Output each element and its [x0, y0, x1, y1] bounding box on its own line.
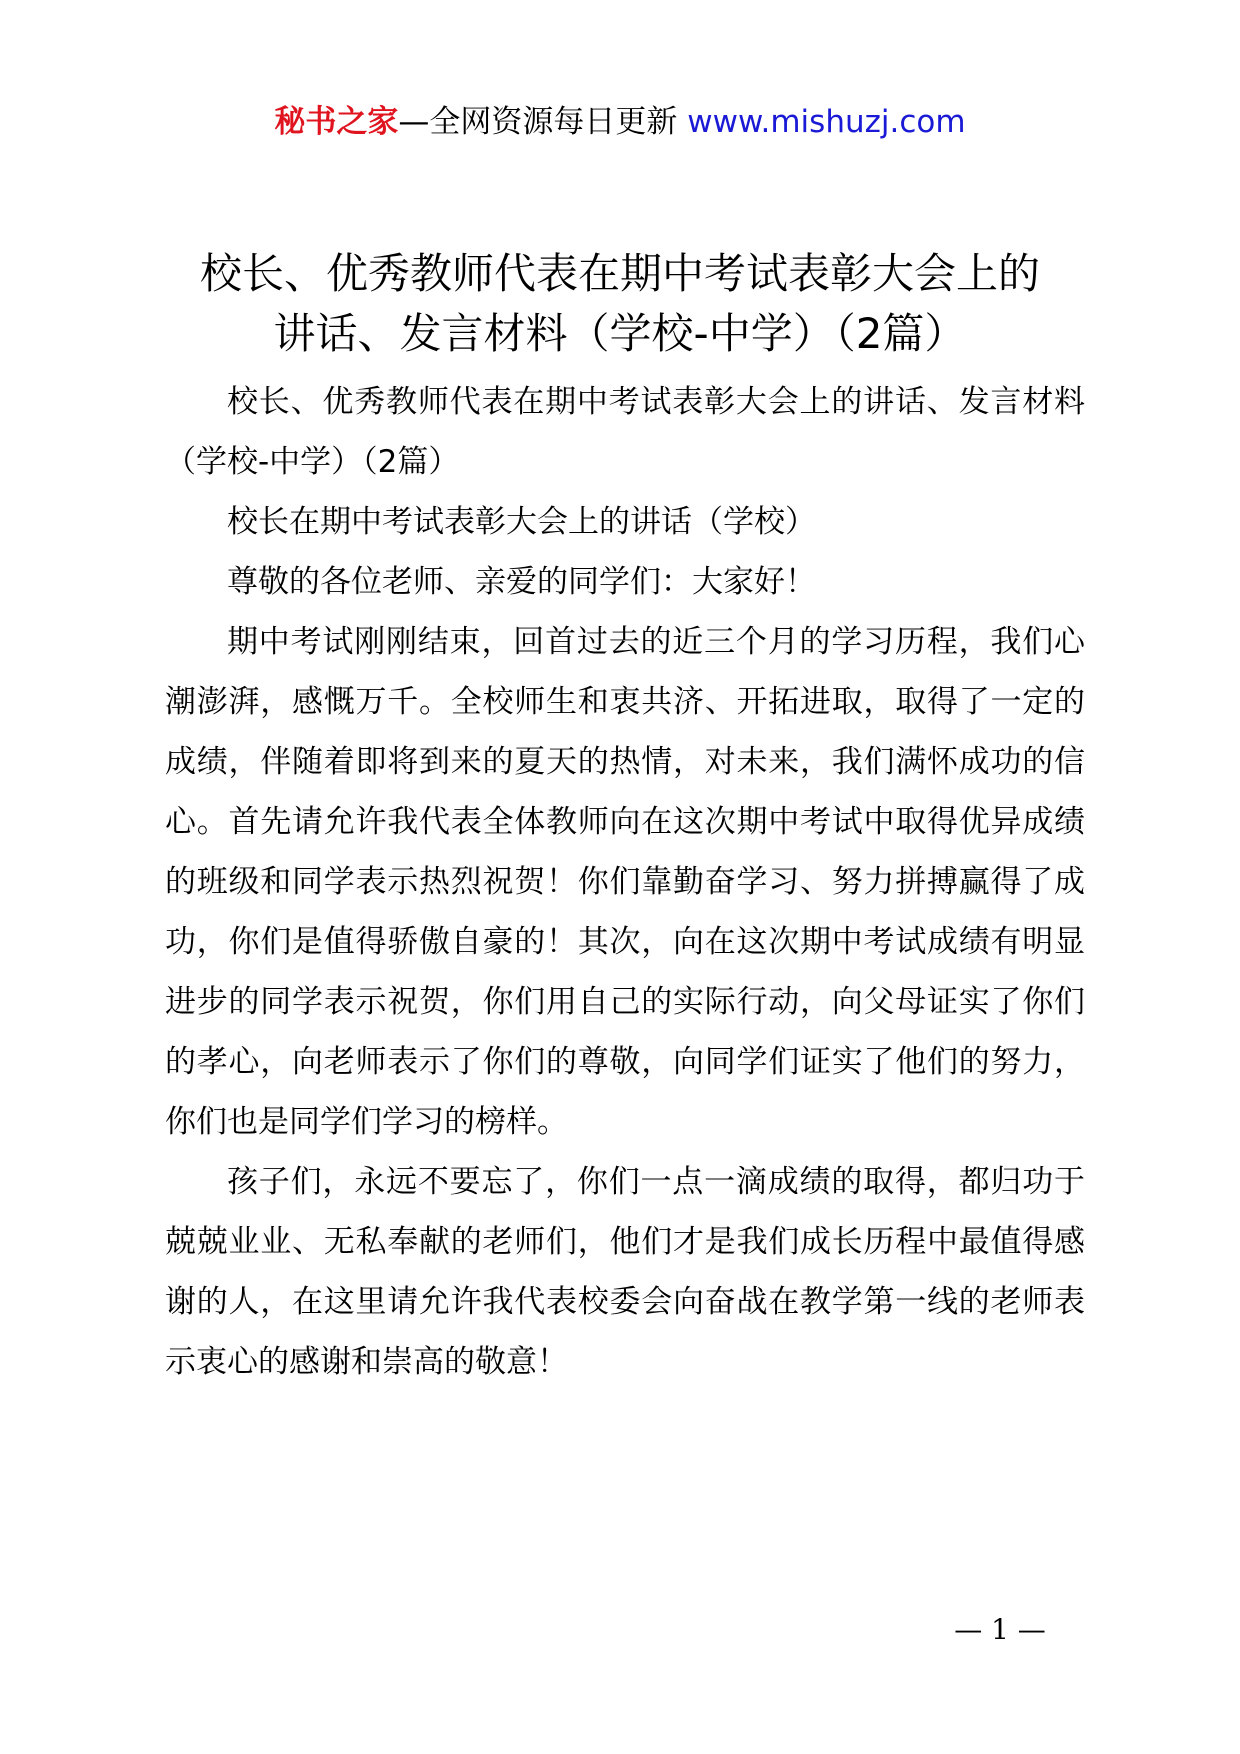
subtitle-paragraph: 校长、优秀教师代表在期中考试表彰大会上的讲话、发言材料（学校-中学）（2篇） — [165, 384, 1085, 480]
site-tagline: —全网资源每日更新 — [398, 104, 678, 140]
document-title-line-1: 校长、优秀教师代表在期中考试表彰大会上的 — [199, 249, 1040, 298]
salutation: 尊敬的各位老师、亲爱的同学们：大家好！ — [227, 564, 816, 600]
document-title-line-2: 讲话、发言材料（学校-中学）（2篇） — [273, 309, 967, 358]
page-number: — 1 — — [954, 1613, 1046, 1646]
document-title — [150, 244, 1090, 364]
body-paragraph: 期中考试刚刚结束，回首过去的近三个月的学习历程，我们心潮澎湃，感慨万千。全校师生和衷共济、开拓进取，取得了一定的成绩，伴随着即将到来的夏天的热情，对未来，我们满怀成功的信心。首先请允许我代表全体教师向在这次期中考试中取得优异成绩的班级和同学表示热烈祝贺！你们靠勤奋学习、努力拼搏赢得了成功，你们是值得骄傲自豪的！其次，向在这次期中考试成绩有明显进步的同学表示祝贺，你们用自己的实际行动，向父母证实了你们的孝心，向老师表示了你们的尊敬，向同学们证实了他们的努力，你们也是同学们学习的榜样。 — [165, 624, 1085, 1140]
document-body — [165, 372, 1085, 1392]
body-paragraph: 孩子们，永远不要忘了，你们一点一滴成绩的取得，都归功于兢兢业业、无私奉献的老师们，他们才是我们成长历程中最值得感谢的人，在这里请允许我代表校委会向奋战在教学第一线的老师表示衷心的感谢和崇高的敬意！ — [165, 1164, 1085, 1380]
site-url-link[interactable]: www.mishuzj.com — [687, 104, 966, 140]
site-header — [0, 100, 1240, 144]
speech-heading: 校长在期中考试表彰大会上的讲话（学校） — [227, 504, 816, 540]
site-brand: 秘书之家 — [274, 104, 399, 140]
